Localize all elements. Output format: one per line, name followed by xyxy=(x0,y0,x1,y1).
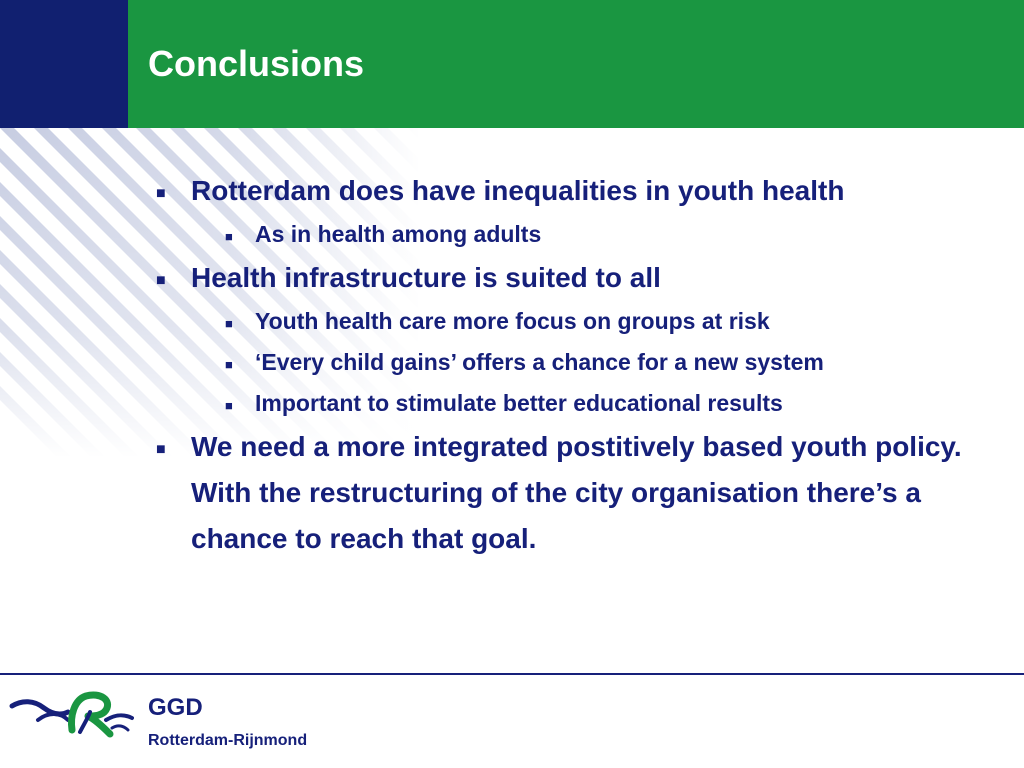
sub-bullet-text: Important to stimulate better educational results xyxy=(255,390,783,416)
ggd-rotterdam-logo-icon xyxy=(8,686,134,742)
bullet-item xyxy=(150,255,1000,301)
org-subtitle: Rotterdam-Rijnmond xyxy=(148,732,308,749)
bullet-item xyxy=(150,168,1000,214)
sub-bullet-item xyxy=(150,301,1000,342)
bullet-list xyxy=(150,168,1000,562)
bullet-text: Health infrastructure is suited to all xyxy=(191,262,661,293)
sub-bullet-text: ‘Every child gains’ offers a chance for a new system xyxy=(255,349,824,375)
bullet-marker-icon: ■ xyxy=(156,441,166,458)
sub-bullet-text: As in health among adults xyxy=(255,221,542,247)
sub-bullet-marker-icon: ■ xyxy=(225,357,233,372)
bullet-item xyxy=(150,424,1000,562)
sub-bullet-item xyxy=(150,342,1000,383)
org-name: GGD xyxy=(148,694,203,721)
sub-bullet-marker-icon: ■ xyxy=(225,316,233,331)
bullet-marker-icon: ■ xyxy=(156,185,166,202)
header-navy-block xyxy=(0,0,128,128)
footer-divider xyxy=(0,673,1024,675)
bullet-marker-icon: ■ xyxy=(156,272,166,289)
bullet-text: We need a more integrated postitively based youth policy. With the restructuring of the city organisation there’s a chance to reach that goal. xyxy=(191,431,962,554)
sub-bullet-item xyxy=(150,383,1000,424)
sub-bullet-marker-icon: ■ xyxy=(225,229,233,244)
sub-bullet-text: Youth health care more focus on groups at risk xyxy=(255,308,770,334)
bullet-text: Rotterdam does have inequalities in youth health xyxy=(191,175,845,206)
sub-bullet-marker-icon: ■ xyxy=(225,398,233,413)
slide-title: Conclusions xyxy=(148,43,365,84)
sub-bullet-item xyxy=(150,214,1000,255)
